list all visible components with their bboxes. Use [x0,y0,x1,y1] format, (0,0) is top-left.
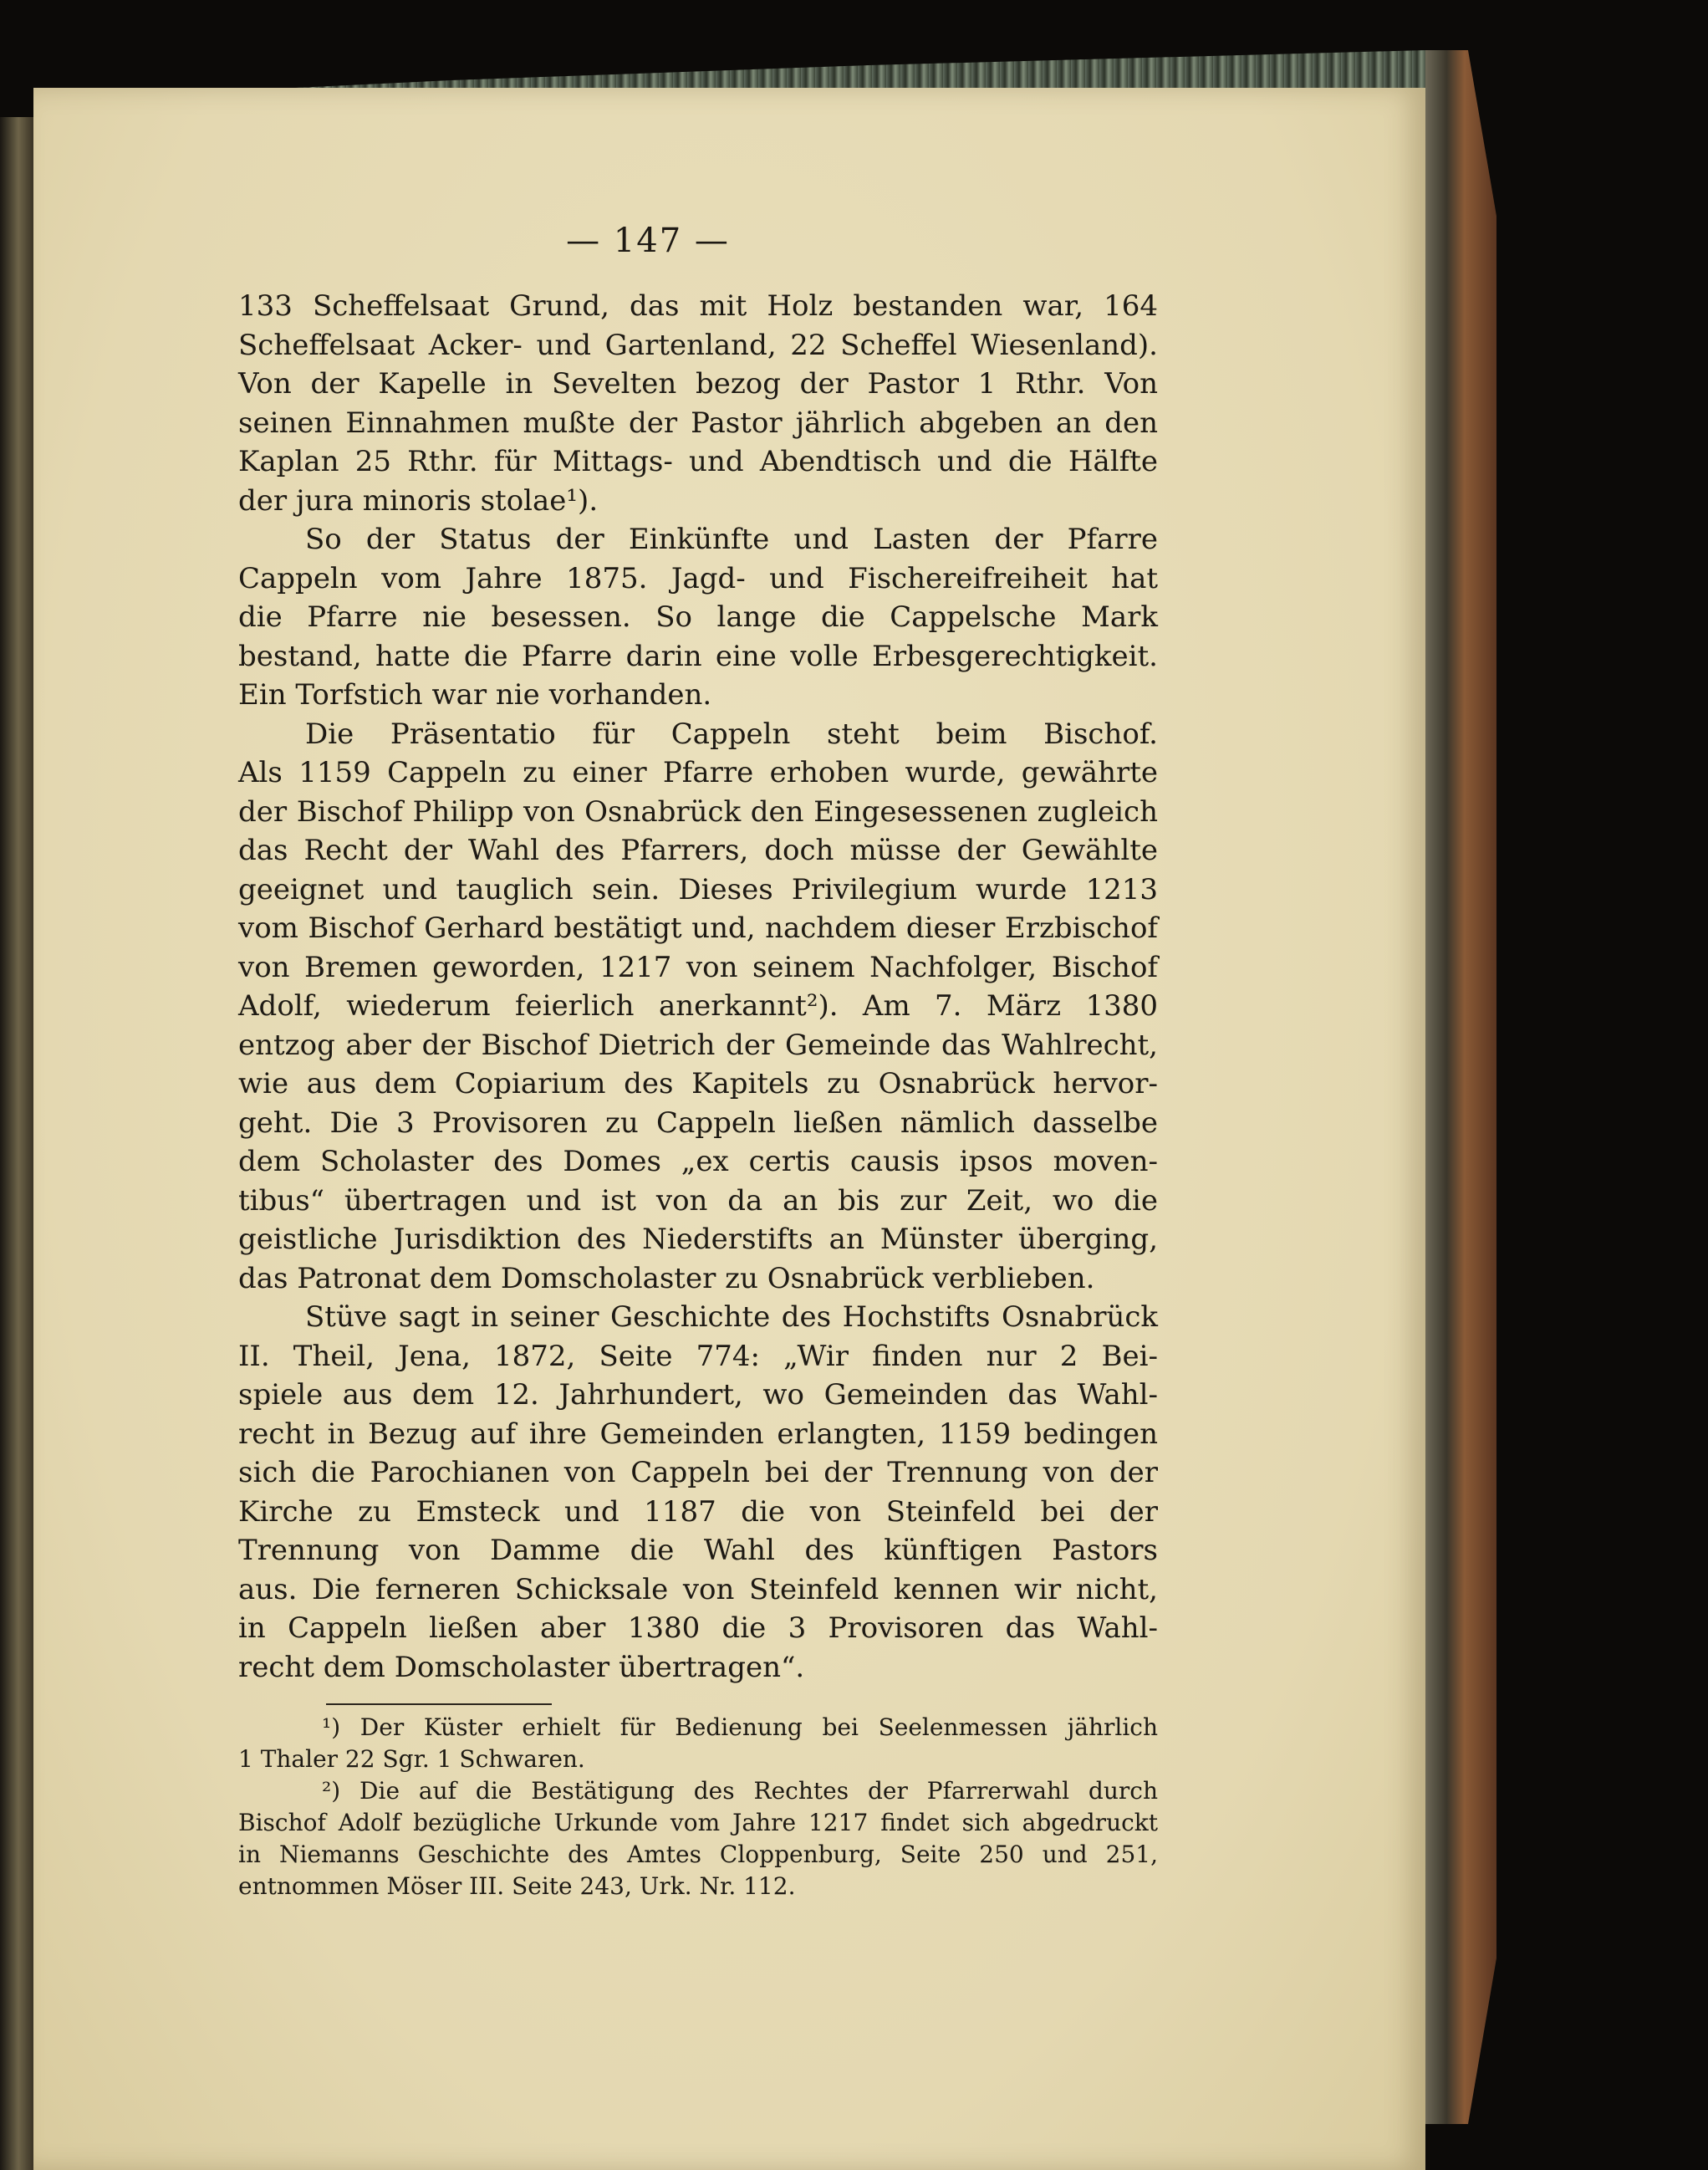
paragraph [238,1298,1158,1687]
text-line: recht in Bezug auf ihre Gemeinden erlangten, 1159 bedingen [238,1417,1158,1451]
text-line: geeignet und tauglich sein. Dieses Privilegium wurde 1213 [238,872,1158,906]
text-line: Adolf, wiederum feierlich anerkannt²). Am 7. März 1380 [238,989,1158,1023]
text-line: Bischof Adolf bezügliche Urkunde vom Jahre 1217 findet sich abgedruckt [238,1809,1158,1836]
footnote-rule [326,1703,552,1705]
text-line: die Pfarre nie besessen. So lange die Cappelsche Mark [238,600,1158,634]
text-line: ¹) Der Küster erhielt für Bedienung bei Seelenmessen jährlich [322,1713,1158,1741]
text-line: Ein Torfstich war nie vorhanden. [238,678,712,712]
text-line: bestand, hatte die Pfarre darin eine volle Erbesgerechtigkeit. [238,639,1158,673]
text-line: entzog aber der Bischof Dietrich der Gemeinde das Wahlrecht, [238,1028,1158,1062]
text-line: Von der Kapelle in Sevelten bezog der Pastor 1 Rthr. Von [238,367,1158,401]
text-line: der jura minoris stolae¹). [238,483,599,518]
text-line: in Niemanns Geschichte des Amtes Cloppenburg, Seite 250 und 251, [238,1841,1158,1868]
text-line: Cappeln vom Jahre 1875. Jagd- und Fischereifreiheit hat [238,561,1158,595]
book-fore-edge [1425,50,1496,2124]
text-line: wie aus dem Copiarium des Kapitels zu Osnabrück hervor- [238,1067,1158,1100]
text-line: So der Status der Einkünfte und Lasten der Pfarre [305,523,1158,556]
text-line: von Bremen geworden, 1217 von seinem Nachfolger, Bischof [238,950,1158,984]
text-line: in Cappeln ließen aber 1380 die 3 Provisoren das Wahl- [238,1611,1158,1645]
text-line: aus. Die ferneren Schicksale von Steinfeld kennen wir nicht, [238,1572,1158,1606]
text-line: geht. Die 3 Provisoren zu Cappeln ließen nämlich dasselbe [238,1105,1158,1140]
text-line: Kirche zu Emsteck und 1187 die von Steinfeld bei der [238,1494,1158,1529]
text-line: geistliche Jurisdiktion des Niederstifts an Münster überging, [238,1223,1158,1256]
footnote [238,1775,1158,1902]
text-line: Kaplan 25 Rthr. für Mittags- und Abendtisch und die Hälfte [238,445,1158,478]
left-page-edge [0,117,33,2170]
text-line: dem Scholaster des Domes „ex certis causis ipsos moven- [238,1145,1158,1178]
paragraph [238,287,1158,520]
text-line: Trennung von Damme die Wahl des künftigen Pastors [238,1534,1158,1567]
text-line: tibus“ übertragen und ist von da an bis zur Zeit, wo die [238,1183,1158,1218]
text-line: II. Theil, Jena, 1872, Seite 774: „Wir finden nur 2 Bei- [238,1339,1158,1373]
paragraph [238,715,1158,1299]
text-line: entnommen Möser III. Seite 243, Urk. Nr. 112. [238,1872,796,1900]
text-line: 1 Thaler 22 Sgr. 1 Schwaren. [238,1745,585,1773]
text-line: spiele aus dem 12. Jahrhundert, wo Gemeinden das Wahl- [238,1378,1158,1412]
page-number: — 147 — [566,222,730,260]
text-line: seinen Einnahmen mußte der Pastor jährlich abgeben an den [238,406,1158,440]
text-line: Die Präsentatio für Cappeln steht beim Bischof. [305,717,1158,751]
text-line: vom Bischof Gerhard bestätigt und, nachdem dieser Erzbischof [238,911,1158,945]
text-line: Scheffelsaat Acker- und Gartenland, 22 Scheffel Wiesenland). [238,328,1158,362]
body-text [238,287,1158,1687]
paragraph [238,520,1158,715]
text-line: 133 Scheffelsaat Grund, das mit Holz bestanden war, 164 [238,289,1158,323]
footnotes [238,1712,1158,1902]
footnote [238,1712,1158,1775]
text-line: Stüve sagt in seiner Geschichte des Hochstifts Osnabrück [305,1300,1158,1334]
page-content [238,222,1158,1902]
text-line: der Bischof Philipp von Osnabrück den Eingesessenen zugleich [238,794,1158,829]
text-line: das Patronat dem Domscholaster zu Osnabrück verblieben. [238,1261,1095,1295]
text-line: Als 1159 Cappeln zu einer Pfarre erhoben wurde, gewährte [238,756,1158,789]
text-line: das Recht der Wahl des Pfarrers, doch müsse der Gewählte [238,834,1158,867]
text-line: ²) Die auf die Bestätigung des Rechtes der Pfarrerwahl durch [322,1777,1158,1805]
text-line: recht dem Domscholaster übertragen“. [238,1650,805,1684]
text-line: sich die Parochianen von Cappeln bei der Trennung von der [238,1456,1158,1489]
